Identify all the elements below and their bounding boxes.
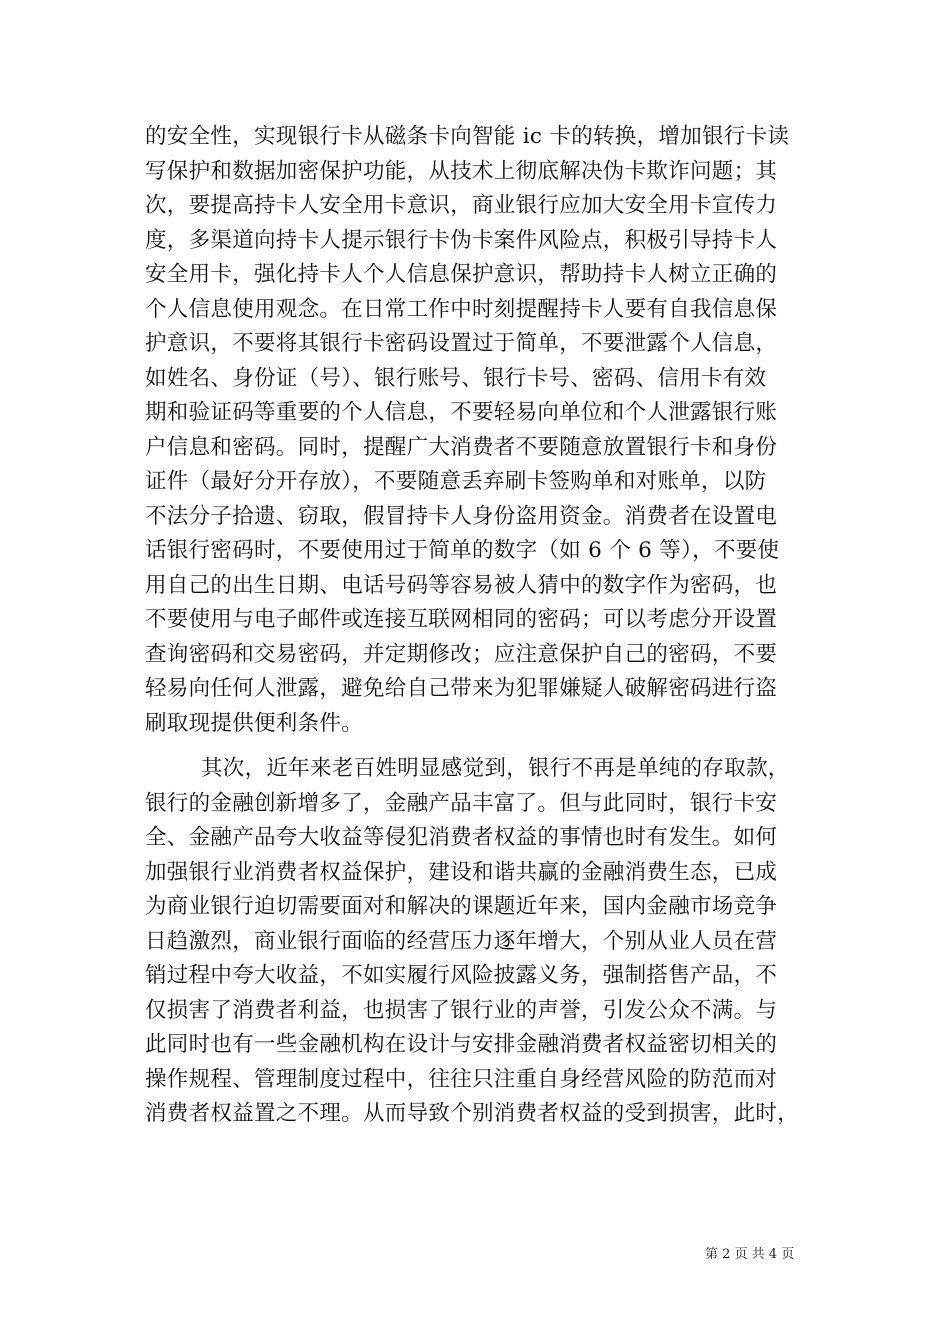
page-number-footer: 第 2 页 共 4 页 [705,1247,795,1262]
text-line: 操作规程、管理制度过程中，往往只注重自身经营风险的防范而对 [145,1066,778,1092]
body-text [145,120,817,1132]
text-line: 刷取现提供便利条件。 [145,710,364,736]
text-line: 个人信息使用观念。在日常工作中时刻提醒持卡人要有自我信息保 [145,296,778,322]
text-line: 日趋激烈，商业银行面临的经营压力逐年增大，个别从业人员在营 [145,928,778,954]
text-line: 销过程中夸大收益，不如实履行风险披露义务，强制搭售产品，不 [145,963,778,988]
text-line: 为商业银行迫切需要面对和解决的课题近年来，国内金融市场竞争 [145,894,778,919]
text-line: 证件（最好分开存放），不要随意丢弃刷卡签购单和对账单，以防 [145,469,767,494]
text-line: 全、金融产品夸大收益等侵犯消费者权益的事情也时有发生。如何 [145,825,778,850]
text-line: 不法分子拾遗、窃取，假冒持卡人身份盗用资金。消费者在设置电 [145,503,778,529]
text-line: 户信息和密码。同时，提醒广大消费者不要随意放置银行卡和身份 [145,434,778,460]
paragraph [145,752,817,1132]
text-line: 其次，近年来老百姓明显感觉到，银行不再是单纯的存取款， [201,756,790,781]
text-line: 度，多渠道向持卡人提示银行卡伪卡案件风险点，积极引导持卡人 [145,227,778,253]
text-line: 次，要提高持卡人安全用卡意识，商业银行应加大安全用卡宣传力 [145,193,778,218]
text-line: 写保护和数据加密保护功能，从技术上彻底解决伪卡欺诈问题；其 [145,158,778,184]
text-line: 轻易向任何人泄露，避免给自己带来为犯罪嫌疑人破解密码进行盗 [145,676,778,701]
text-line: 银行的金融创新增多了，金融产品丰富了。但与此同时，银行卡安 [145,790,778,816]
text-line: 查询密码和交易密码，并定期修改；应注意保护自己的密码，不要 [145,641,778,667]
text-line: 护意识，不要将其银行卡密码设置过于简单，不要泄露个人信息， [145,331,778,356]
text-line: 如姓名、身份证（号）、银行账号、银行卡号、密码、信用卡有效 [145,365,767,391]
text-line: 用自己的出生日期、电话号码等容易被人猜中的数字作为密码，也 [145,572,778,598]
text-line: 加强银行业消费者权益保护，建设和谐共赢的金融消费生态，已成 [145,859,778,885]
text-line: 期和验证码等重要的个人信息，不要轻易向单位和个人泄露银行账 [145,400,778,425]
paragraph-spacer [145,741,817,752]
text-line: 消费者权益置之不理。从而导致个别消费者权益的受到损害，此时， [145,1101,800,1126]
text-line: 仅损害了消费者利益，也损害了银行业的声誉，引发公众不满。与 [145,997,778,1023]
text-line: 安全用卡，强化持卡人个人信息保护意识，帮助持卡人树立正确的 [145,262,778,287]
text-line: 的安全性，实现银行卡从磁条卡向智能 ic 卡的转换，增加银行卡读 [145,124,790,149]
text-line: 不要使用与电子邮件或连接互联网相同的密码；可以考虑分开设置 [145,607,778,632]
text-line: 话银行密码时，不要使用过于简单的数字（如 6 个 6 等），不要使 [145,538,780,563]
text-line: 此同时也有一些金融机构在设计与安排金融消费者权益密切相关的 [145,1032,778,1057]
paragraph [145,120,817,741]
